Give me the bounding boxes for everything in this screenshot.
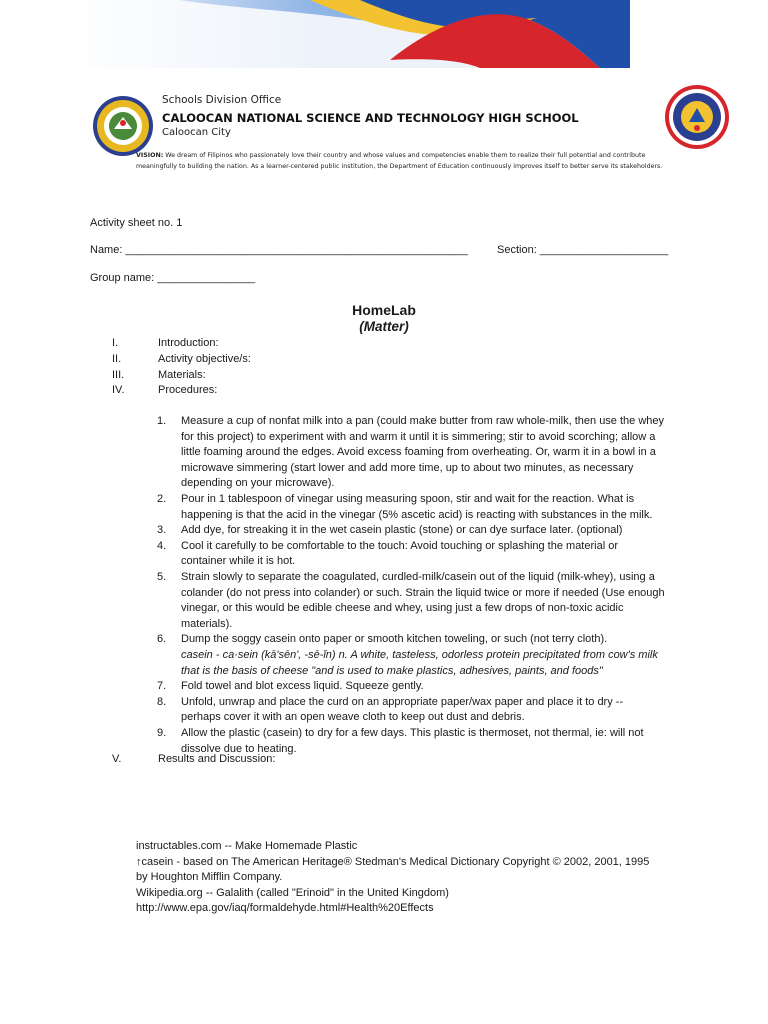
procedure-step-text [181, 695, 681, 726]
procedure-line: Fold towel and blot excess liquid. Squeeze gently. [181, 680, 424, 693]
reference-line: ↑casein - based on The American Heritage® Stedman's Medical Dictionary Copyright © 2002, 2001, 1995 [136, 855, 650, 868]
procedure-line: vinegar, or this would be edible cheese and whey, using just a few drops of non-toxic acidic [181, 602, 624, 615]
section-results: Results and Discussion: [158, 753, 276, 765]
procedure-line: Unfold, unwrap and place the curd on an appropriate paper/wax paper and place it to dry -- [181, 695, 624, 708]
section-materials: Materials: [158, 369, 206, 381]
procedure-step-text [181, 679, 681, 695]
section-introduction: Introduction: [158, 337, 219, 349]
procedure-line: for this project) to experiment with and warm it until it is simmering; stir to avoid scorching; allow a [181, 430, 656, 443]
procedure-step-text [181, 539, 681, 570]
procedure-line: Allow the plastic (casein) to dry for a few days. This plastic is thermoset, not thermal, ie: will not [181, 727, 644, 739]
procedure-step-number: 7. [157, 680, 167, 693]
reference-line: by Houghton Mifflin Company. [136, 871, 283, 883]
procedure-step-text [181, 632, 681, 679]
section-numeral: I. [112, 337, 119, 349]
procedure-step-text [181, 414, 681, 492]
reference-line: Wikipedia.org -- Galalith (called "Erinoid" in the United Kingdom) [136, 886, 449, 899]
procedure-line: Pour in 1 tablespoon of vinegar using measuring spoon, stir and wait for the reaction. What is [181, 493, 635, 505]
activity-sheet-number: Activity sheet no. 1 [90, 217, 183, 229]
section-numeral: V. [112, 753, 122, 765]
procedure-step-number: 3. [157, 524, 167, 537]
reference-line: instructables.com -- Make Homemade Plastic [136, 840, 358, 852]
procedure-step-number: 9. [157, 727, 167, 739]
reference-line: http://www.epa.gov/iaq/formaldehyde.html#Health%20Effects [136, 902, 434, 914]
section-field[interactable]: Section: _____________________ [497, 244, 669, 256]
procedure-line: little foaming around the edges. Avoid excess foaming from overheating. Or, warm it in a bowl in a [181, 446, 656, 459]
procedure-line: depending on your microwave). [181, 477, 335, 490]
group-name-field[interactable]: Group name: ________________ [90, 272, 256, 284]
procedure-line: Measure a cup of nonfat milk into a pan (could make butter from raw whole-milk, then use the whey [181, 415, 665, 427]
procedure-step-number: 5. [157, 571, 167, 583]
school-name: CALOOCAN NATIONAL SCIENCE AND TECHNOLOGY HIGH SCHOOL [162, 111, 579, 125]
procedure-step-number: 1. [157, 415, 167, 427]
header-banner [60, 0, 630, 68]
procedure-line: happening is that the acid in the vinegar (5% ascetic acid) is reacting with substances in the milk. [181, 508, 653, 521]
procedure-line: dissolve due to heating. [181, 742, 297, 755]
division-office-label: Schools Division Office [162, 94, 282, 106]
page-title: HomeLab [352, 302, 416, 318]
procedure-step-number: 8. [157, 695, 167, 708]
name-field[interactable]: Name: ________________________________________________________ [90, 244, 469, 256]
procedure-line: microwave simmering (start lower and add more time, up to about two minutes, as necessary [181, 461, 634, 474]
procedure-step-number: 4. [157, 539, 167, 552]
school-seal-logo [664, 84, 730, 150]
procedure-step-text [181, 492, 681, 523]
procedure-step-text [181, 523, 681, 539]
vision-statement [136, 151, 672, 172]
casein-definition-line: casein - ca·sein (kā'sēn', -sē-ĭn) n. A white, tasteless, odorless protein precipitated from cow's milk [181, 648, 658, 661]
section-numeral: II. [112, 353, 122, 365]
procedure-line: perhaps cover it with an open weave cloth to keep out dust and debris. [181, 711, 525, 724]
procedure-step-text [181, 570, 681, 632]
procedure-step-number: 2. [157, 493, 167, 505]
page-subtitle: (Matter) [359, 319, 409, 334]
procedure-line: container while it is hot. [181, 555, 296, 568]
procedure-line: Cool it carefully to be comfortable to the touch: Avoid touching or splashing the material or [181, 539, 618, 552]
section-procedures: Procedures: [158, 384, 218, 396]
procedure-line: Dump the soggy casein onto paper or smooth kitchen toweling, or such (not terry cloth). [181, 633, 608, 646]
procedure-line: Strain slowly to separate the coagulated, curdled-milk/casein out of the liquid (milk-whey), using a [181, 571, 655, 583]
casein-definition-line: that is the basis of cheese "and is used to make plastics, adhesives, paints, and foods" [181, 664, 603, 677]
procedure-line: materials). [181, 617, 233, 630]
procedure-step-number: 6. [157, 633, 167, 646]
section-numeral: IV. [112, 384, 125, 396]
division-seal-logo [92, 95, 154, 157]
vision-label: VISION: [136, 152, 164, 159]
section-objectives: Activity objective/s: [158, 353, 251, 365]
city-label: Caloocan City [162, 127, 231, 138]
references [136, 839, 696, 917]
vision-text: We dream of Filipinos who passionately love their country and whose values and competencies enable them to realize their full potential and contribute meaningfully to building the nation. As a learner-centered public institution, the Department of Education continuously improves itself to better serve its stakeholders. [136, 152, 663, 170]
procedure-line: colander (do not press into colander) or such. Strain the liquid twice or more if needed (Use enough [181, 586, 665, 599]
procedure-line: Add dye, for streaking it in the wet casein plastic (stone) or can dye surface later. (optional) [181, 524, 623, 537]
section-numeral: III. [112, 369, 125, 381]
